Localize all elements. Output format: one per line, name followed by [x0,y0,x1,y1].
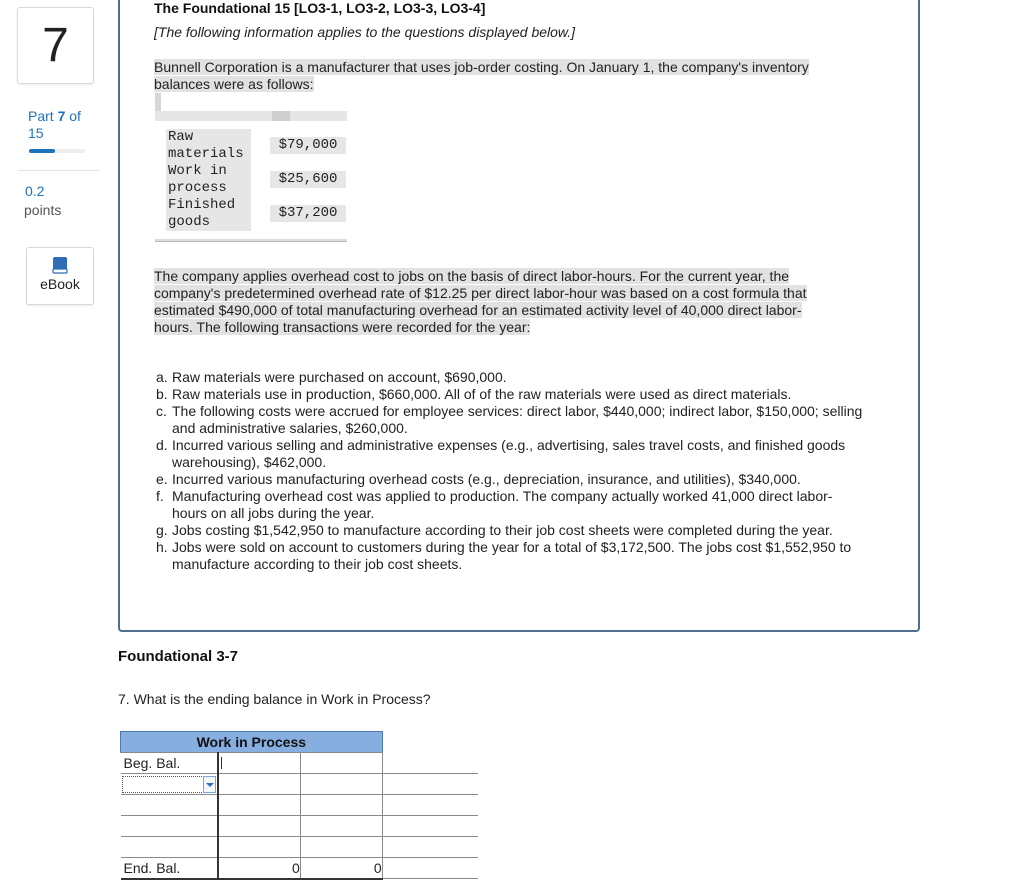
overhead-line: estimated $490,000 of total manufacturing overhead for an estimated activity level of 40,000 direct labor- [154,302,802,318]
table-bottom-rule [155,239,347,242]
row-label-dropdown[interactable] [121,774,219,795]
transaction-letter: a. [156,369,168,385]
ebook-label: eBook [40,276,80,292]
points-value: 0.2 [25,183,45,199]
spacer-cell [382,858,478,879]
debit-input[interactable] [218,837,300,858]
transaction-text: The following costs were accrued for employee services: direct labor, $440,000; indirect labor, $150,000; selling and administrative salaries, $260,000. [172,403,863,436]
panel-subtitle: [The following information applies to the questions displayed below.] [154,24,576,40]
t-account-row [121,774,479,795]
inventory-table [155,93,347,243]
row-label-dropdown[interactable] [121,816,219,837]
transaction-letter: h. [156,539,168,555]
transaction-item [156,403,866,437]
spacer-cell [382,732,478,753]
part-progress-fill [29,149,55,153]
row-label-dropdown[interactable] [121,837,219,858]
beg-bal-label: Beg. Bal. [123,755,181,771]
t-account-row [121,816,479,837]
spacer-cell [382,753,478,774]
part-of: of [69,108,81,124]
transaction-letter: e. [156,471,168,487]
ebook-button[interactable] [26,247,94,305]
transaction-item [156,471,866,488]
part-current: 7 [57,108,66,124]
chevron-down-icon[interactable] [203,776,216,793]
debit-input[interactable] [218,816,300,837]
transaction-item [156,539,866,573]
transaction-letter: g. [156,522,168,538]
credit-input[interactable] [300,837,382,858]
beg-bal-debit-input[interactable] [218,753,300,774]
credit-input[interactable] [300,816,382,837]
t-account-row [121,837,479,858]
spacer-cell [382,837,478,858]
end-bal-label: End. Bal. [123,859,181,876]
intro-paragraph [154,59,874,93]
table-header-bar [155,111,347,121]
transaction-text: Incurred various manufacturing overhead costs (e.g., depreciation, insurance, and utilities), $340,000. [172,471,801,487]
inventory-label-work-in-process: Work in process [166,163,251,197]
transaction-item [156,522,866,539]
end-bal-credit-value: 0 [300,858,382,879]
inventory-value-raw-materials: $79,000 [270,137,346,154]
rail-divider [18,170,100,171]
row-label-cell [121,858,219,879]
transaction-text: Incurred various selling and administrative expenses (e.g., advertising, sales travel costs, and finished goods warehousing), $462,000. [172,437,846,470]
question-heading: Foundational 3-7 [118,648,238,665]
transaction-text: Jobs were sold on account to customers during the year for a total of $3,172,500. The jobs cost $1,552,950 to manufacture according to their job cost sheets. [172,539,852,572]
debit-input[interactable] [218,795,300,816]
t-account-title: Work in Process [121,732,383,753]
overhead-paragraph [154,268,874,336]
transaction-text: Raw materials use in production, $660,000. All of of the raw materials were used as direct materials. [172,386,792,402]
t-account-table [120,731,478,880]
intro-line: Bunnell Corporation is a manufacturer that uses job-order costing. On January 1, the company's inventory [154,59,809,75]
row-label-dropdown[interactable] [121,795,219,816]
table-decoration [155,93,161,111]
question-number: 7 [17,7,94,84]
t-account-row [121,795,479,816]
overhead-line: company's predetermined overhead rate of $12.25 per direct labor-hour was based on a cost formula that [154,285,807,301]
credit-input[interactable] [300,795,382,816]
spacer-cell [382,774,478,795]
spacer-cell [382,795,478,816]
transaction-letter: f. [156,488,164,504]
transaction-item [156,369,866,386]
intro-line: balances were as follows: [154,76,314,92]
panel-title: The Foundational 15 [LO3-1, LO3-2, LO3-3, LO3-4] [154,0,486,16]
table-header-bar [272,111,290,121]
inventory-label-finished-goods: Finished goods [166,197,251,231]
inventory-value-finished-goods: $37,200 [270,205,346,222]
question-text: 7. What is the ending balance in Work in Process? [118,691,431,707]
end-bal-debit-value: 0 [218,858,300,879]
beg-bal-credit-input[interactable] [300,753,382,774]
transaction-letter: b. [156,386,168,402]
transaction-item [156,488,866,522]
t-account-row [121,753,479,774]
debit-input[interactable] [218,774,300,795]
transactions-list [156,369,866,573]
transaction-text: Raw materials were purchased on account, $690,000. [172,369,507,385]
credit-input[interactable] [300,774,382,795]
transaction-text: Manufacturing overhead cost was applied to production. The company actually worked 41,000 direct labor-hours on all jobs during the year. [172,488,833,521]
transaction-item [156,386,866,403]
row-label-cell [121,753,219,774]
points-label: points [24,202,62,218]
book-icon [52,257,68,274]
spacer-cell [382,816,478,837]
transaction-letter: d. [156,437,168,453]
part-progress-bar [29,149,85,153]
overhead-line: The company applies overhead cost to jobs on the basis of direct labor-hours. For the current year, the [154,268,790,284]
part-word: Part [28,108,54,124]
part-indicator [28,108,98,142]
transaction-text: Jobs costing $1,542,950 to manufacture according to their job cost sheets were completed during the year. [172,522,833,538]
part-total: 15 [28,125,44,141]
transaction-letter: c. [156,403,167,419]
transaction-item [156,437,866,471]
inventory-value-work-in-process: $25,600 [270,171,346,188]
t-account-row [121,858,479,879]
overhead-line: hours. The following transactions were recorded for the year: [154,319,531,335]
inventory-label-raw-materials: Raw materials [166,129,251,163]
